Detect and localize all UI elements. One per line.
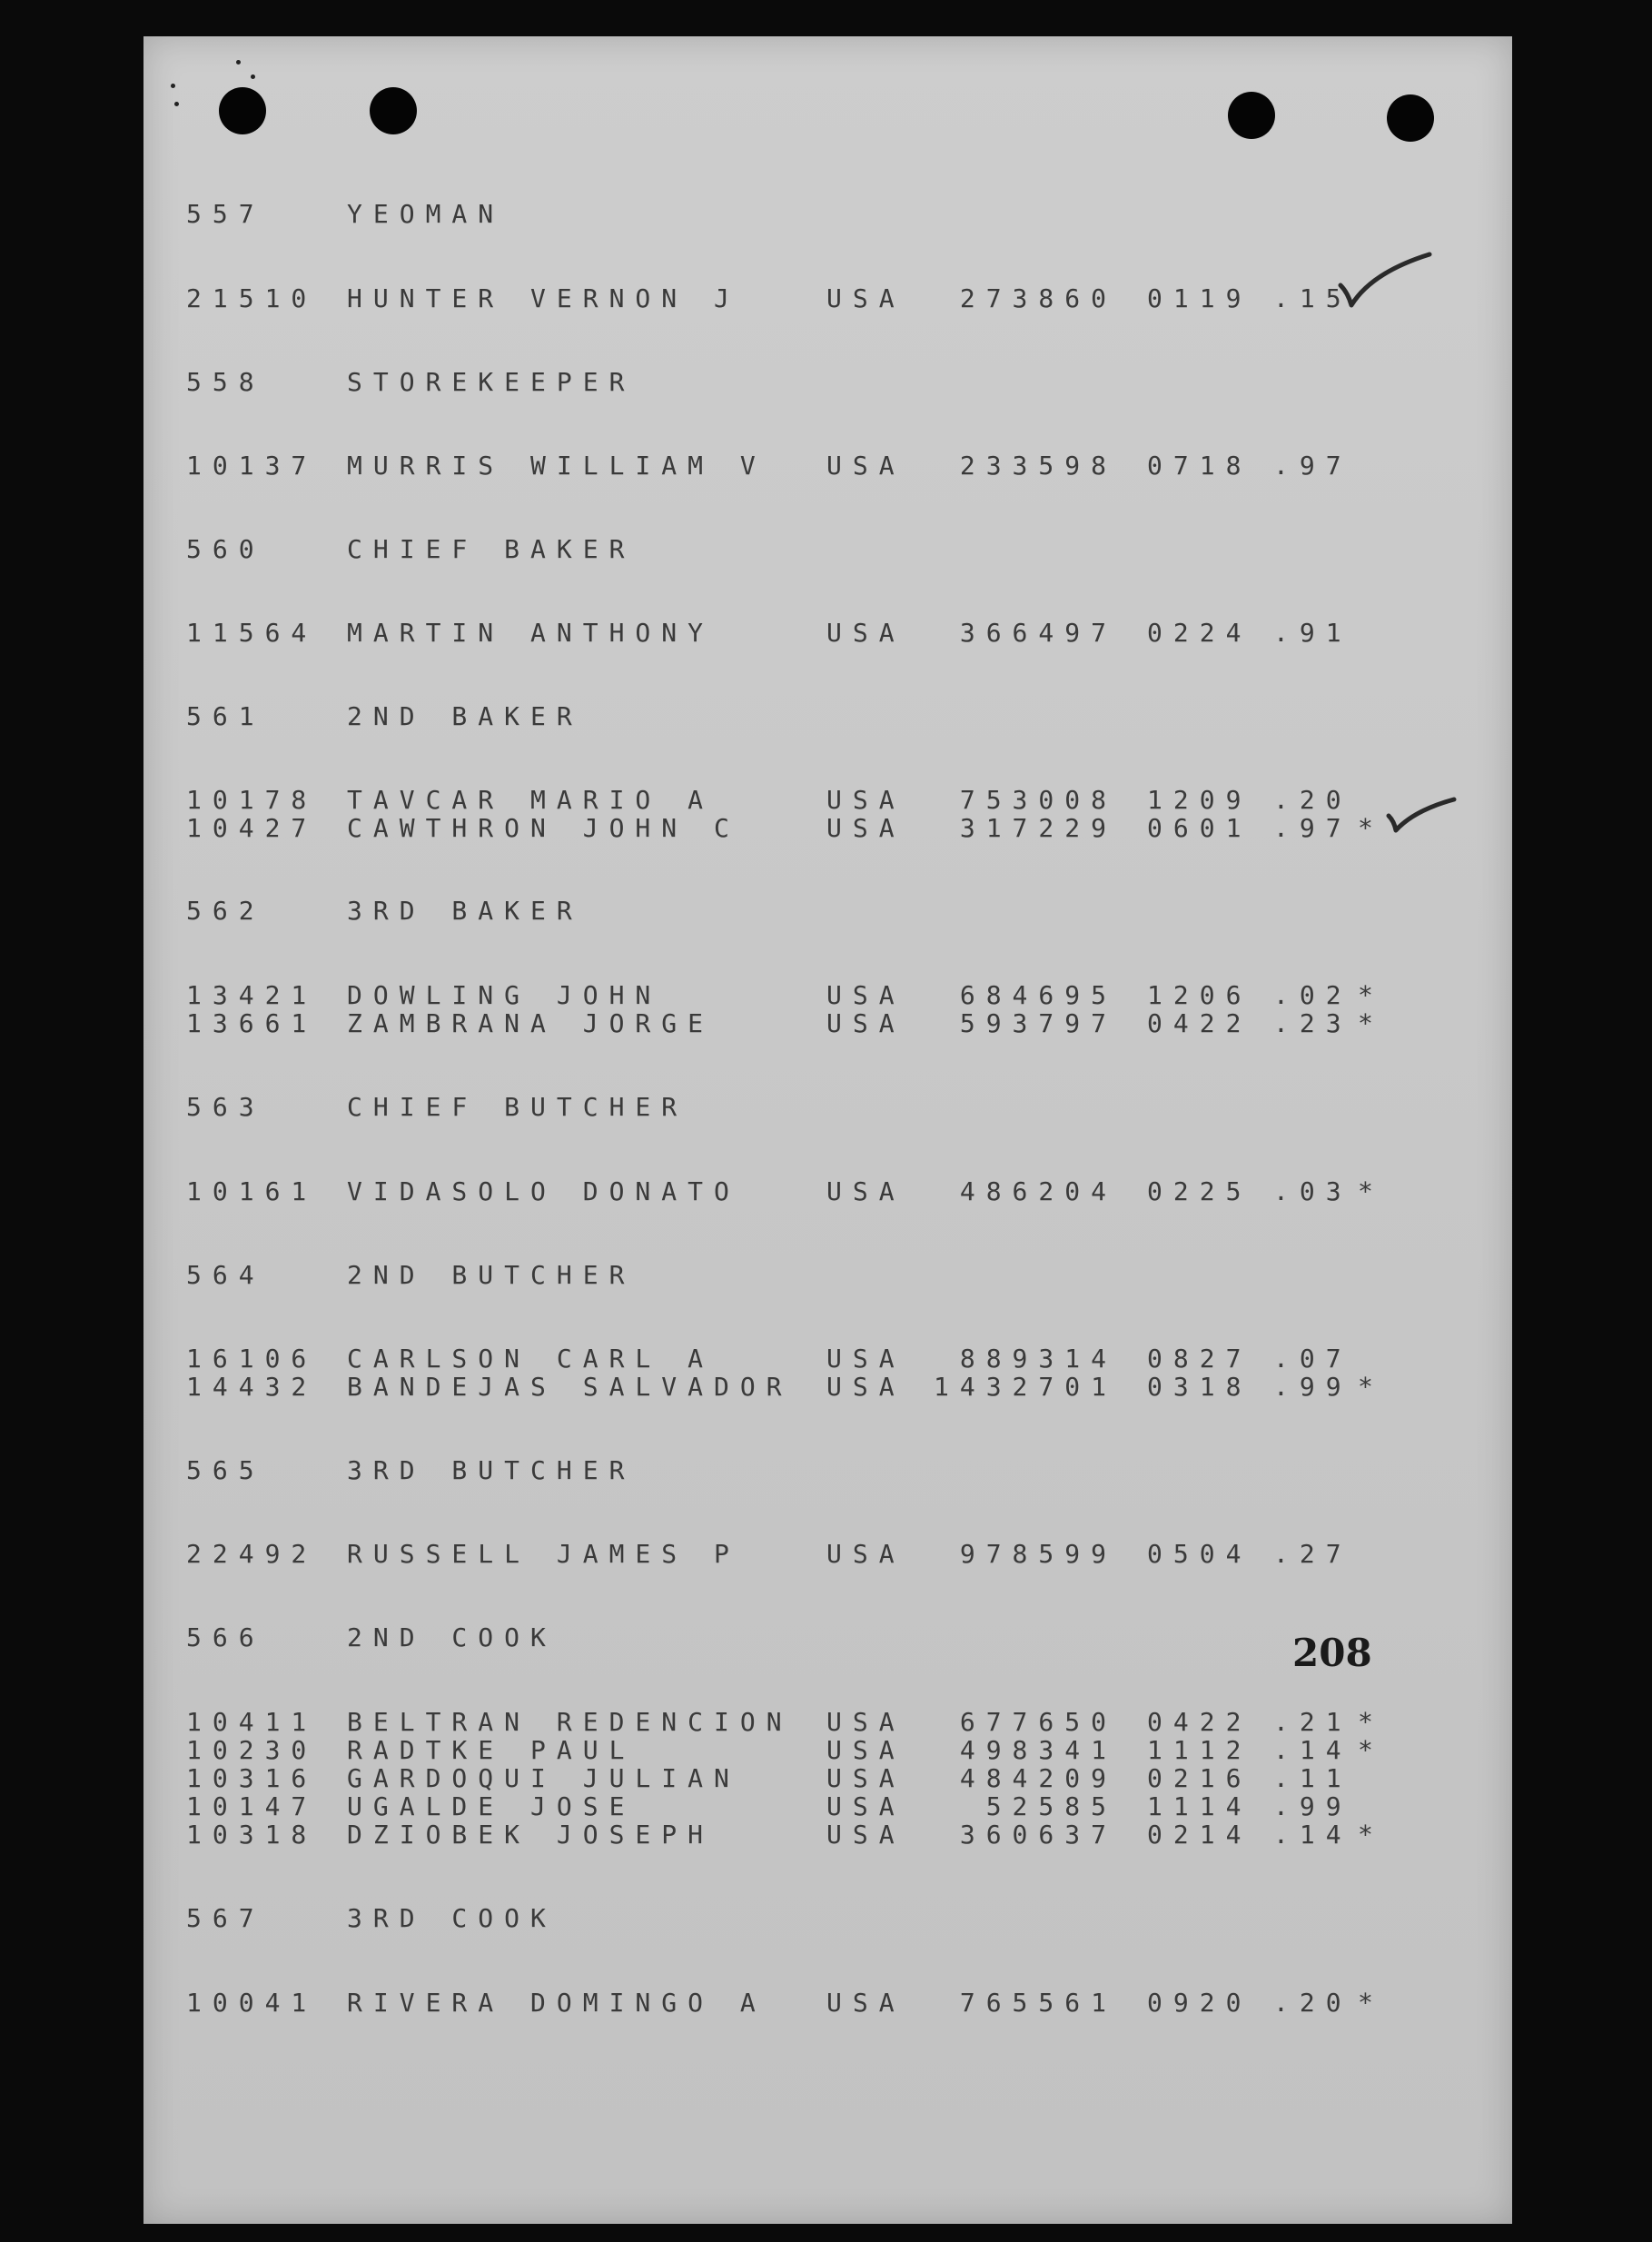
row-name: CAWTHRON JOHN C [347, 813, 740, 843]
row-date: 0119 [1147, 283, 1252, 313]
group-title: 2ND COOK [347, 1622, 557, 1652]
row-number: 360637 [959, 1820, 1117, 1850]
row-country: USA [826, 1791, 905, 1821]
row-country: USA [826, 283, 905, 313]
row-number: 233598 [959, 451, 1117, 481]
row-number: 484209 [959, 1763, 1117, 1793]
row-amount: .03 [1273, 1176, 1352, 1206]
row-amount: .91 [1273, 618, 1352, 648]
row-name: UGALDE JOSE [347, 1791, 636, 1821]
speck [171, 84, 175, 88]
row-date: 0601 [1147, 813, 1252, 843]
row-id: 13661 [186, 1008, 318, 1038]
row-number: 593797 [959, 1008, 1117, 1038]
group-title: 2ND BUTCHER [347, 1260, 636, 1290]
row-id: 10318 [186, 1820, 318, 1850]
row-date: 1209 [1147, 785, 1252, 815]
row-date: 0214 [1147, 1820, 1252, 1850]
row-country: USA [826, 1539, 905, 1569]
row-number: 765561 [959, 1988, 1117, 2018]
row-name: GARDOQUI JULIAN [347, 1763, 740, 1793]
row-id: 10137 [186, 451, 318, 481]
row-name: HUNTER VERNON J [347, 283, 740, 313]
group-code: 561 [186, 701, 265, 731]
row-amount: .99 [1273, 1372, 1352, 1402]
row-country: USA [826, 1008, 905, 1038]
speck [236, 60, 241, 64]
row-date: 0718 [1147, 451, 1252, 481]
row-country: USA [826, 1707, 905, 1737]
row-number: 317229 [959, 813, 1117, 843]
row-name: RIVERA DOMINGO A [347, 1988, 767, 2018]
row-amount: .20 [1273, 785, 1352, 815]
row-country: USA [826, 1372, 905, 1402]
row-date: 0224 [1147, 618, 1252, 648]
row-number: 753008 [959, 785, 1117, 815]
row-name: VIDASOLO DONATO [347, 1176, 740, 1206]
row-name: RUSSELL JAMES P [347, 1539, 740, 1569]
row-mark: * [1358, 1707, 1373, 1737]
row-amount: .99 [1273, 1791, 1352, 1821]
row-id: 13421 [186, 980, 318, 1010]
page-number: 208 [1292, 1631, 1372, 1675]
row-mark: * [1358, 1988, 1373, 2018]
row-id: 10411 [186, 1707, 318, 1737]
group-code: 562 [186, 896, 265, 926]
group-title: CHIEF BAKER [347, 534, 636, 564]
row-mark: * [1358, 1176, 1373, 1206]
row-id: 22492 [186, 1539, 318, 1569]
group-title: 3RD COOK [347, 1903, 557, 1933]
row-number: 366497 [959, 618, 1117, 648]
row-amount: .97 [1273, 451, 1352, 481]
row-id: 10041 [186, 1988, 318, 2018]
document-page [143, 36, 1512, 2224]
row-date: 0318 [1147, 1372, 1252, 1402]
group-code: 567 [186, 1903, 265, 1933]
row-number: 978599 [959, 1539, 1117, 1569]
row-country: USA [826, 980, 905, 1010]
row-amount: .14 [1273, 1820, 1352, 1850]
row-date: 1114 [1147, 1791, 1252, 1821]
row-amount: .14 [1273, 1735, 1352, 1765]
row-mark: * [1358, 1008, 1373, 1038]
row-amount: .15 [1273, 283, 1352, 313]
row-date: 0422 [1147, 1707, 1252, 1737]
row-id: 10316 [186, 1763, 318, 1793]
row-id: 10230 [186, 1735, 318, 1765]
group-code: 566 [186, 1622, 265, 1652]
row-country: USA [826, 1735, 905, 1765]
row-country: USA [826, 451, 905, 481]
group-title: 2ND BAKER [347, 701, 583, 731]
group-code: 563 [186, 1092, 265, 1122]
row-name: BELTRAN REDENCION [347, 1707, 793, 1737]
group-title: YEOMAN [347, 199, 505, 229]
row-id: 10427 [186, 813, 318, 843]
row-amount: .23 [1273, 1008, 1352, 1038]
row-amount: .20 [1273, 1988, 1352, 2018]
row-number: 273860 [959, 283, 1117, 313]
row-mark: * [1358, 1820, 1373, 1850]
row-id: 16106 [186, 1344, 318, 1374]
row-date: 0422 [1147, 1008, 1252, 1038]
row-name: DOWLING JOHN [347, 980, 662, 1010]
row-name: MARTIN ANTHONY [347, 618, 715, 648]
row-number: 889314 [959, 1344, 1117, 1374]
row-date: 1206 [1147, 980, 1252, 1010]
row-amount: .02 [1273, 980, 1352, 1010]
speck [174, 102, 179, 106]
row-date: 0225 [1147, 1176, 1252, 1206]
group-code: 565 [186, 1455, 265, 1485]
group-code: 564 [186, 1260, 265, 1290]
row-date: 0504 [1147, 1539, 1252, 1569]
row-amount: .07 [1273, 1344, 1352, 1374]
row-amount: .21 [1273, 1707, 1352, 1737]
row-id: 14432 [186, 1372, 318, 1402]
row-country: USA [826, 1988, 905, 2018]
punch-hole-3 [1228, 92, 1275, 139]
row-amount: .27 [1273, 1539, 1352, 1569]
row-country: USA [826, 785, 905, 815]
group-code: 558 [186, 367, 265, 397]
row-country: USA [826, 1820, 905, 1850]
group-title: 3RD BAKER [347, 896, 583, 926]
row-number: 498341 [959, 1735, 1117, 1765]
row-number: 52585 [985, 1791, 1117, 1821]
row-country: USA [826, 618, 905, 648]
row-amount: .97 [1273, 813, 1352, 843]
row-date: 0216 [1147, 1763, 1252, 1793]
checkmark-icon [1335, 245, 1435, 313]
row-name: BANDEJAS SALVADOR [347, 1372, 793, 1402]
row-number: 1432701 [933, 1372, 1117, 1402]
group-title: STOREKEEPER [347, 367, 636, 397]
row-id: 11564 [186, 618, 318, 648]
row-date: 1112 [1147, 1735, 1252, 1765]
row-id: 21510 [186, 283, 318, 313]
row-country: USA [826, 1763, 905, 1793]
row-id: 10178 [186, 785, 318, 815]
row-mark: * [1358, 1735, 1373, 1765]
row-mark: * [1358, 980, 1373, 1010]
row-country: USA [826, 1344, 905, 1374]
row-number: 486204 [959, 1176, 1117, 1206]
group-code: 557 [186, 199, 265, 229]
punch-hole-1 [219, 87, 266, 134]
row-name: TAVCAR MARIO A [347, 785, 715, 815]
row-country: USA [826, 813, 905, 843]
row-name: MURRIS WILLIAM V [347, 451, 767, 481]
punch-hole-2 [370, 87, 417, 134]
row-date: 0827 [1147, 1344, 1252, 1374]
row-name: ZAMBRANA JORGE [347, 1008, 715, 1038]
group-title: CHIEF BUTCHER [347, 1092, 688, 1122]
row-mark: * [1358, 1372, 1373, 1402]
row-date: 0920 [1147, 1988, 1252, 2018]
group-title: 3RD BUTCHER [347, 1455, 636, 1485]
row-name: RADTKE PAUL [347, 1735, 636, 1765]
row-name: DZIOBEK JOSEPH [347, 1820, 715, 1850]
row-amount: .11 [1273, 1763, 1352, 1793]
row-number: 684695 [959, 980, 1117, 1010]
row-country: USA [826, 1176, 905, 1206]
punch-hole-4 [1387, 94, 1434, 142]
row-number: 677650 [959, 1707, 1117, 1737]
speck [251, 74, 255, 79]
checkmark-icon [1385, 792, 1458, 838]
row-id: 10147 [186, 1791, 318, 1821]
row-mark: * [1358, 813, 1373, 843]
row-id: 10161 [186, 1176, 318, 1206]
row-name: CARLSON CARL A [347, 1344, 715, 1374]
group-code: 560 [186, 534, 265, 564]
